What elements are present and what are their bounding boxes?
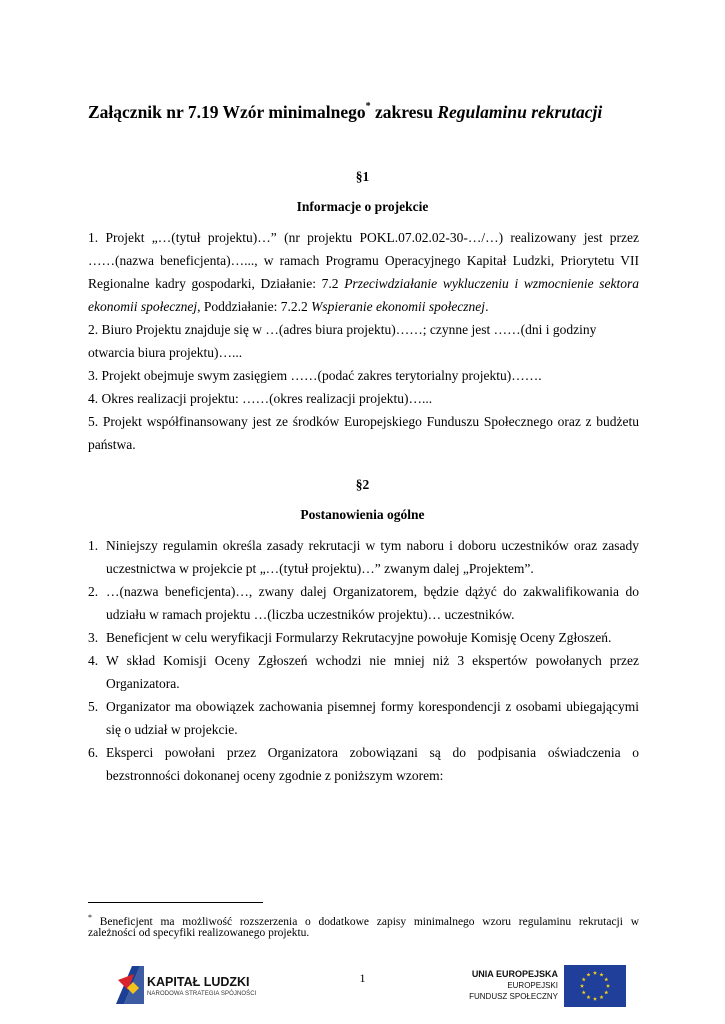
s2-item-5-num: 5. <box>88 699 99 714</box>
footnote-marker: * <box>365 101 371 113</box>
footnote-line-2: zależności od specyfiki realizowanego projektu. <box>88 927 310 939</box>
footnote-marker-bottom: * <box>88 913 92 922</box>
eu-line-3: FUNDUSZ SPOŁECZNY <box>469 992 558 1001</box>
s2-item-6-num: 6. <box>88 745 99 760</box>
s2-item-5-line-1: Organizator ma obowiązek zachowania pisemnej formy korespondencji z osobami ubiegającymi <box>106 699 639 714</box>
s2-item-2-line-2: udziału w ramach projektu …(liczba uczestników projektu)… uczestników. <box>106 607 515 622</box>
page-number: 1 <box>359 971 366 985</box>
s1-line-8: 4. Okres realizacji projektu: ……(okres realizacji projektu)…... <box>88 391 433 406</box>
title-middle: zakresu <box>370 102 438 122</box>
s2-item-4-num: 4. <box>88 653 99 668</box>
section-1-sign: §1 <box>355 169 370 184</box>
document-title <box>88 102 602 123</box>
s1-line-3 <box>88 276 639 292</box>
eu-flag-icon <box>564 965 626 1007</box>
s2-item-1-num: 1. <box>88 538 99 553</box>
s1-line-4 <box>88 299 639 315</box>
s2-item-2-num: 2. <box>88 584 99 599</box>
s2-item-4-line-1: W skład Komisji Oceny Zgłoszeń wchodzi nie mniej niż 3 ekspertów powołanych przez <box>106 653 639 668</box>
section-2-heading: Postanowienia ogólne <box>300 507 425 522</box>
s1-line-4-end: . <box>485 299 489 314</box>
s1-line-5: 2. Biuro Projektu znajduje się w …(adres biura projektu)……; czynne jest ……(dni i godziny <box>88 322 597 337</box>
section-1-heading: Informacje o projekcie <box>296 199 429 214</box>
s1-line-9: 5. Projekt współfinansowany jest ze środków Europejskiego Funduszu Społecznego oraz z budżetu <box>88 414 639 429</box>
s2-item-1-line-1: Niniejszy regulamin określa zasady rekrutacji w tym naboru i doboru uczestników oraz zasady <box>106 538 639 553</box>
s2-item-2-line-1: …(nazwa beneficjenta)…, zwany dalej Organizatorem, będzie dążyć do zakwalifikowania do <box>106 584 639 599</box>
s1-line-3-a: Regionalne kadry gospodarki, Działanie: 7.2 <box>88 276 345 291</box>
s2-item-4-line-2: Organizatora. <box>106 676 180 691</box>
title-italic: Regulaminu rekrutacji <box>437 102 603 122</box>
s1-line-1: 1. Projekt „…(tytuł projektu)…” (nr projektu POKL.07.02.02-30-…/…) realizowany jest przez <box>88 230 639 245</box>
s2-item-3-line-1: Beneficjent w celu weryfikacji Formularzy Rekrutacyjne powołuje Komisję Oceny Zgłoszeń. <box>106 630 612 645</box>
kapital-ludzki-subtitle: NARODOWA STRATEGIA SPÓJNOŚCI <box>147 991 257 997</box>
eu-line-1: UNIA EUROPEJSKA <box>471 969 558 979</box>
footnote-separator <box>88 902 263 903</box>
s1-line-4-b: , Poddziałanie: 7.2.2 <box>197 299 312 314</box>
s1-line-3-italic: Przeciwdziałanie wykluczeniu i wzmocnienie sektora <box>344 276 639 291</box>
s2-item-5-line-2: się o udział w projekcie. <box>106 722 238 737</box>
footnote-text-1: Beneficjent ma możliwość rozszerzenia o dodatkowe zapisy minimalnego wzoru regulaminu rekrutacji w <box>92 915 639 928</box>
eu-line-2: EUROPEJSKI <box>507 981 558 990</box>
s1-line-10: państwa. <box>88 437 136 452</box>
s2-item-6-line-2: bezstronności dokonanej oceny zgodnie z poniższym wzorem: <box>106 768 444 783</box>
s2-item-3-num: 3. <box>88 630 99 645</box>
title-prefix: Załącznik nr 7.19 Wzór minimalnego <box>88 102 366 122</box>
s1-line-4-italic-2: Wspieranie ekonomii społecznej <box>311 299 486 314</box>
s2-item-6-line-1: Eksperci powołani przez Organizatora zobowiązani są do podpisania oświadczenia o <box>106 745 639 760</box>
kapital-ludzki-name: KAPITAŁ LUDZKI <box>147 975 250 989</box>
s1-line-2: ……(nazwa beneficjenta)…..., w ramach Programu Operacyjnego Kapitał Ludzki, Priorytetu VII <box>88 253 639 268</box>
s2-item-1-line-2: uczestnictwa w projekcie pt „…(tytuł projektu)…” zwanym dalej „Projektem”. <box>106 561 534 576</box>
s1-line-7: 3. Projekt obejmuje swym zasięgiem ……(podać zakres terytorialny projektu)……. <box>88 368 542 383</box>
s1-line-6: otwarcia biura projektu)…... <box>88 345 243 360</box>
section-2-sign: §2 <box>355 477 370 492</box>
s1-line-4-italic: ekonomii społecznej <box>88 299 198 314</box>
